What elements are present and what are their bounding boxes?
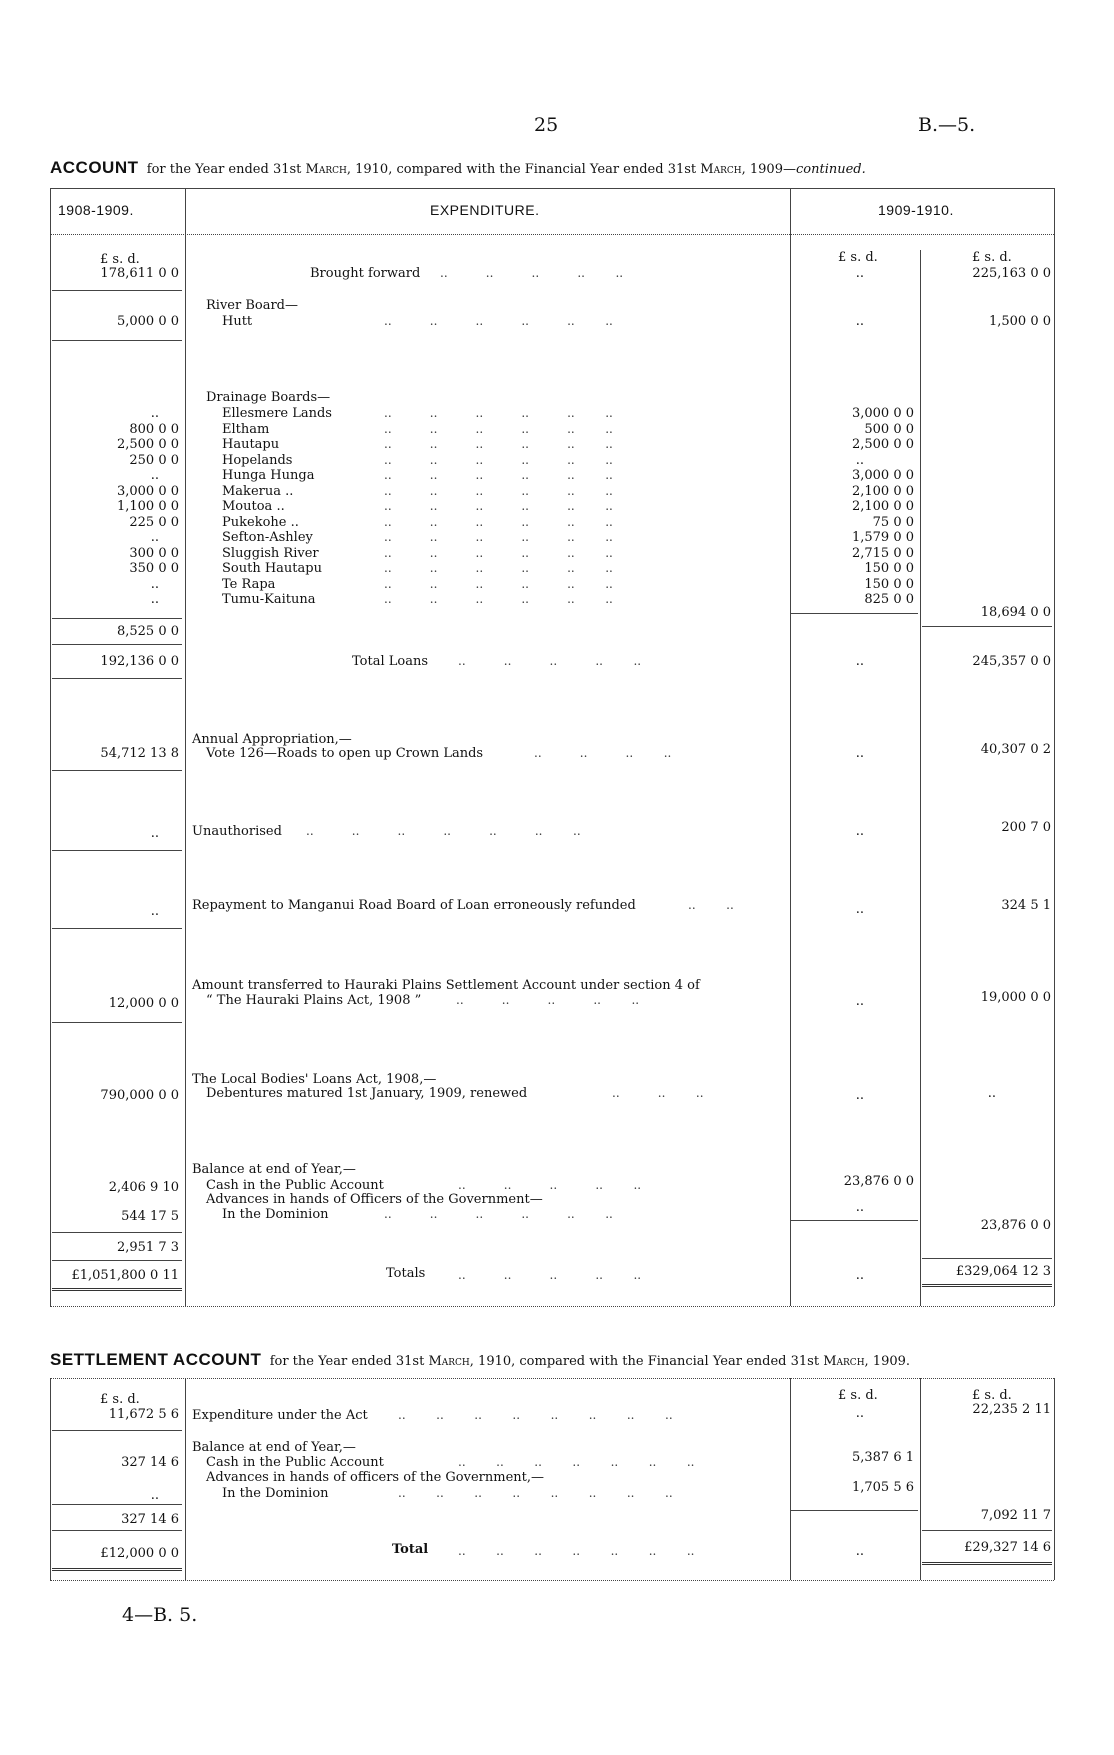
col-header-expenditure: EXPENDITURE.: [430, 202, 540, 218]
leader-dots: .. .. .. .. .. .. ..: [458, 1544, 695, 1558]
board-mid-value: 1,579 0 0: [851, 530, 914, 545]
leader-dots: .. .. .. .. .. ..: [384, 530, 613, 544]
table-bottom-rule: [50, 1306, 1054, 1307]
board-prev-value: 2,500 0 0: [116, 437, 179, 452]
repayment-right: 324 5 1: [1001, 898, 1051, 913]
settlement-balance-adv-prev: ..: [150, 1488, 159, 1503]
rule: [52, 1022, 182, 1023]
rule: [52, 678, 182, 679]
drainage-boards-label: Drainage Boards—: [206, 390, 331, 405]
brought-forward-right: 225,163 0 0: [972, 266, 1051, 281]
board-prev-value: 800 0 0: [129, 422, 179, 437]
leader-dots: .. .. .. .. .. ..: [384, 592, 613, 606]
transfer-mid: ..: [855, 994, 864, 1009]
account-title: ACCOUNT for the Year ended 31st March, 1910, compared with the Financial Year ended 31st March, 1909—continued.: [50, 158, 866, 177]
board-prev-value: 1,100 0 0: [116, 499, 179, 514]
rule: [52, 618, 182, 619]
brought-forward-mid: ..: [855, 266, 864, 281]
footer-signature: 4—B. 5.: [122, 1604, 198, 1626]
totals-right: £329,064 12 3: [955, 1264, 1051, 1279]
settlement-balance-label-3: Advances in hands of officers of the Government,—: [206, 1470, 544, 1485]
annual-prev: 54,712 13 8: [100, 746, 179, 761]
settlement-total-mid: ..: [855, 1544, 864, 1559]
leader-dots: .. .. .. .. ..: [440, 266, 624, 280]
board-mid-value: 2,100 0 0: [851, 484, 914, 499]
board-mid-value: 150 0 0: [864, 577, 914, 592]
leader-dots: .. .. .. .. .. ..: [384, 561, 613, 575]
leader-dots: .. .. .. .. ..: [458, 1268, 642, 1282]
leader-dots: .. .. ..: [612, 1086, 704, 1100]
rule: [922, 1530, 1052, 1531]
leader-dots: .. .. .. .. .. ..: [384, 314, 613, 328]
board-mid-value: 150 0 0: [864, 561, 914, 576]
double-rule: [922, 1284, 1052, 1287]
board-name: Moutoa ..: [222, 499, 285, 514]
settlement-total-right: £29,327 14 6: [964, 1540, 1051, 1555]
rule: [52, 1504, 182, 1505]
board-prev-value: 3,000 0 0: [116, 484, 179, 499]
board-prev-value: ..: [150, 406, 159, 421]
table-col-rule-2: [790, 188, 791, 1306]
leader-dots: .. .. .. .. ..: [458, 1178, 642, 1192]
rule: [52, 928, 182, 929]
annual-label-2: Vote 126—Roads to open up Crown Lands: [206, 746, 484, 761]
totals-prev: £1,051,800 0 11: [71, 1268, 179, 1283]
annual-mid: ..: [855, 746, 864, 761]
settlement-balance-label-2: Cash in the Public Account: [206, 1455, 384, 1470]
balance-total-prev: 2,951 7 3: [116, 1240, 179, 1255]
leader-dots: .. .. .. .. ..: [458, 654, 642, 668]
local-bodies-prev: 790,000 0 0: [100, 1088, 179, 1103]
table-right-rule: [1054, 188, 1055, 1306]
settlement-col-rule-1: [185, 1378, 186, 1580]
transfer-right: 19,000 0 0: [980, 990, 1051, 1005]
board-prev-value: ..: [150, 530, 159, 545]
leader-dots: .. .. .. .. .. .. .. ..: [398, 1486, 673, 1500]
board-mid-value: 3,000 0 0: [851, 468, 914, 483]
totals-mid: ..: [855, 1268, 864, 1283]
rule: [922, 1258, 1052, 1259]
rule: [790, 1510, 918, 1511]
settlement-expenditure-prev: 11,672 5 6: [108, 1407, 179, 1422]
local-bodies-right: ..: [987, 1086, 996, 1101]
board-name: Pukekohe ..: [222, 515, 299, 530]
total-loans-prev: 192,136 0 0: [100, 654, 179, 669]
table-col-rule-3: [920, 250, 921, 1306]
leader-dots: .. .. .. .. .. ..: [384, 468, 613, 482]
balance-cash-mid: 23,876 0 0: [843, 1174, 914, 1189]
drainage-total-prev: 8,525 0 0: [116, 624, 179, 639]
settlement-bottom-rule: [50, 1580, 1054, 1581]
board-prev-value: ..: [150, 577, 159, 592]
unauthorised-prev: ..: [150, 826, 159, 841]
settlement-top-rule: [50, 1378, 1054, 1379]
board-mid-value: 75 0 0: [872, 515, 914, 530]
balance-adv-prev: 544 17 5: [121, 1209, 179, 1224]
leader-dots: .. .. .. .. .. ..: [384, 546, 613, 560]
settlement-currency-mid: £ s. d.: [838, 1388, 878, 1403]
col-header-prev: 1908-1909.: [58, 202, 134, 218]
settlement-title: SETTLEMENT ACCOUNT for the Year ended 31st March, 1910, compared with the Financial Year ended 31st March, 1909.: [50, 1350, 911, 1369]
brought-forward-prev: 178,611 0 0: [100, 266, 179, 281]
currency-header-right: £ s. d.: [972, 250, 1012, 265]
unauthorised-mid: ..: [855, 824, 864, 839]
rule: [52, 1260, 182, 1261]
repayment-mid: ..: [855, 902, 864, 917]
transfer-label-2: “ The Hauraki Plains Act, 1908 ”: [206, 993, 422, 1008]
river-board-label: River Board—: [206, 298, 298, 313]
double-rule: [52, 1288, 182, 1291]
board-name: Hunga Hunga: [222, 468, 315, 483]
leader-dots: .. .. .. .. .. ..: [384, 515, 613, 529]
leader-dots: .. .. .. .. .. ..: [384, 453, 613, 467]
settlement-col-rule-3: [920, 1378, 921, 1580]
board-prev-value: 300 0 0: [129, 546, 179, 561]
settlement-total-label: Total: [392, 1542, 429, 1557]
balance-label-4: In the Dominion: [222, 1207, 329, 1222]
leader-dots: .. .. .. .. .. .. ..: [458, 1455, 695, 1469]
unauthorised-right: 200 7 0: [1001, 820, 1051, 835]
local-bodies-label-2: Debentures matured 1st January, 1909, renewed: [206, 1086, 528, 1101]
board-prev-value: 250 0 0: [129, 453, 179, 468]
board-mid-value: 2,500 0 0: [851, 437, 914, 452]
transfer-label-1: Amount transferred to Hauraki Plains Settlement Account under section 4 of: [192, 978, 700, 993]
totals-label: Totals: [386, 1266, 426, 1281]
board-mid-value: 500 0 0: [864, 422, 914, 437]
leader-dots: .. .. .. .. .. .. ..: [306, 824, 581, 838]
board-mid-value: 2,100 0 0: [851, 499, 914, 514]
drainage-total-right: 18,694 0 0: [980, 605, 1051, 620]
page-number: 25: [534, 114, 559, 136]
double-rule: [922, 1562, 1052, 1565]
board-name: Hautapu: [222, 437, 280, 452]
settlement-balance-right: 7,092 11 7: [980, 1508, 1051, 1523]
board-name: Tumu-Kaituna: [222, 592, 316, 607]
total-loans-right: 245,357 0 0: [972, 654, 1051, 669]
leader-dots: .. .. .. .. .. ..: [384, 499, 613, 513]
col-header-curr: 1909-1910.: [878, 202, 954, 218]
balance-label-1: Balance at end of Year,—: [192, 1162, 356, 1177]
board-mid-value: 825 0 0: [864, 592, 914, 607]
settlement-balance-cash-prev: 327 14 6: [121, 1455, 179, 1470]
rule: [790, 613, 918, 614]
total-loans-mid: ..: [855, 654, 864, 669]
settlement-balance-total-prev: 327 14 6: [121, 1512, 179, 1527]
settlement-balance-cash-mid: 5,387 6 1: [851, 1450, 914, 1465]
leader-dots: .. .. .. .. .. .. .. ..: [398, 1408, 673, 1422]
rule: [52, 340, 182, 341]
board-mid-value: 3,000 0 0: [851, 406, 914, 421]
board-name: Sluggish River: [222, 546, 319, 561]
repayment-label: Repayment to Manganui Road Board of Loan erroneously refunded: [192, 898, 636, 913]
settlement-balance-label-4: In the Dominion: [222, 1486, 329, 1501]
settlement-expenditure-right: 22,235 2 11: [972, 1402, 1051, 1417]
board-mid-value: 2,715 0 0: [851, 546, 914, 561]
board-name: South Hautapu: [222, 561, 322, 576]
settlement-total-prev: £12,000 0 0: [100, 1546, 179, 1561]
board-name: Hopelands: [222, 453, 293, 468]
leader-dots: .. .. .. .. .. ..: [384, 1207, 613, 1221]
balance-cash-prev: 2,406 9 10: [108, 1180, 179, 1195]
leader-dots: .. ..: [688, 898, 734, 912]
rule: [52, 290, 182, 291]
settlement-currency-right: £ s. d.: [972, 1388, 1012, 1403]
rule: [922, 626, 1052, 627]
header-rule: [50, 234, 1054, 235]
balance-adv-mid: ..: [855, 1200, 864, 1215]
brought-forward-label: Brought forward: [310, 266, 421, 281]
hutt-mid: ..: [855, 314, 864, 329]
rule: [52, 644, 182, 645]
board-name: Sefton-Ashley: [222, 530, 313, 545]
table-col-rule-1: [185, 188, 186, 1306]
local-bodies-label-1: The Local Bodies' Loans Act, 1908,—: [192, 1072, 437, 1087]
document-code: B.—5.: [918, 114, 976, 136]
board-name: Makerua ..: [222, 484, 294, 499]
hutt-right: 1,500 0 0: [988, 314, 1051, 329]
board-name: Ellesmere Lands: [222, 406, 332, 421]
rule: [52, 1232, 182, 1233]
leader-dots: .. .. .. .. .. ..: [384, 484, 613, 498]
settlement-right-rule: [1054, 1378, 1055, 1580]
leader-dots: .. .. .. .. .. ..: [384, 422, 613, 436]
settlement-expenditure-label: Expenditure under the Act: [192, 1408, 368, 1423]
board-prev-value: 225 0 0: [129, 515, 179, 530]
table-left-rule: [50, 188, 51, 1306]
board-name: Eltham: [222, 422, 270, 437]
rule: [790, 1220, 918, 1221]
leader-dots: .. .. .. .. .. ..: [384, 577, 613, 591]
balance-label-3: Advances in hands of Officers of the Government—: [206, 1192, 543, 1207]
board-name: Te Rapa: [222, 577, 276, 592]
double-rule: [52, 1568, 182, 1571]
table-top-rule: [50, 188, 1054, 189]
settlement-col-rule-2: [790, 1378, 791, 1580]
local-bodies-mid: ..: [855, 1088, 864, 1103]
leader-dots: .. .. .. ..: [534, 746, 672, 760]
board-prev-value: ..: [150, 468, 159, 483]
annual-right: 40,307 0 2: [980, 742, 1051, 757]
leader-dots: .. .. .. .. .. ..: [384, 437, 613, 451]
settlement-expenditure-mid: ..: [855, 1406, 864, 1421]
hutt-label: Hutt: [222, 314, 253, 329]
settlement-currency-prev: £ s. d.: [100, 1392, 140, 1407]
rule: [52, 770, 182, 771]
unauthorised-label: Unauthorised: [192, 824, 282, 839]
transfer-prev: 12,000 0 0: [108, 996, 179, 1011]
rule: [52, 850, 182, 851]
settlement-balance-adv-mid: 1,705 5 6: [851, 1480, 914, 1495]
currency-header-mid: £ s. d.: [838, 250, 878, 265]
currency-header-prev: £ s. d.: [100, 252, 140, 267]
rule: [52, 1530, 182, 1531]
hutt-prev: 5,000 0 0: [116, 314, 179, 329]
rule: [52, 1430, 182, 1431]
board-mid-value: ..: [855, 453, 864, 468]
settlement-balance-label-1: Balance at end of Year,—: [192, 1440, 356, 1455]
balance-right: 23,876 0 0: [980, 1218, 1051, 1233]
total-loans-label: Total Loans: [352, 654, 429, 669]
balance-label-2: Cash in the Public Account: [206, 1178, 384, 1193]
board-prev-value: ..: [150, 592, 159, 607]
leader-dots: .. .. .. .. ..: [456, 993, 640, 1007]
board-prev-value: 350 0 0: [129, 561, 179, 576]
annual-label-1: Annual Appropriation,—: [192, 732, 352, 747]
leader-dots: .. .. .. .. .. ..: [384, 406, 613, 420]
repayment-prev: ..: [150, 904, 159, 919]
settlement-left-rule: [50, 1378, 51, 1580]
